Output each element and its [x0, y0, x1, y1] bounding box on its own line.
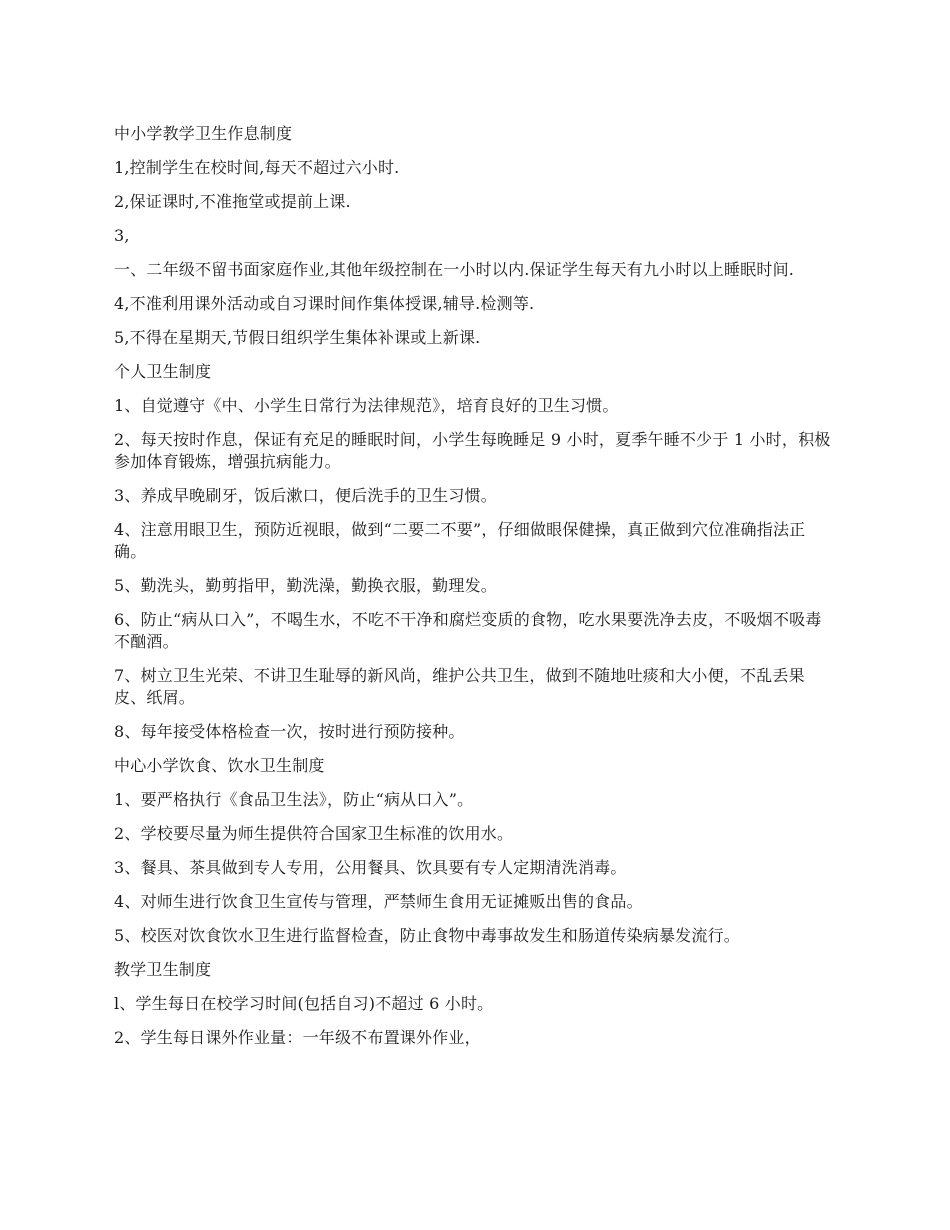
paragraph: 2、每天按时作息，保证有充足的睡眠时间，小学生每晚睡足 9 小时，夏季午睡不少于 1 小时，积极参加体育锻炼，增强抗病能力。: [114, 430, 831, 471]
paragraph: 8、每年接受体格检查一次，按时进行预防接种。: [114, 722, 465, 741]
document-page: [114, 123, 834, 1061]
paragraph: 2、学生每日课外作业量：一年级不布置课外作业，: [114, 1028, 481, 1047]
paragraph: 3、餐具、茶具做到专人专用，公用餐具、饮具要有专人定期清洗消毒。: [114, 858, 627, 877]
paragraph: 2,保证课时,不准拖堂或提前上课.: [114, 192, 351, 211]
section-title-schedule: 中小学教学卫生作息制度: [114, 124, 293, 143]
paragraph: 1、自觉遵守《中、小学生日常行为法律规范》，培育良好的卫生习惯。: [114, 396, 619, 415]
paragraph: 6、防止“病从口入”，不喝生水，不吃不干净和腐烂变质的食物，吃水果要洗净去皮，不吸烟不吸毒不酗酒。: [114, 610, 822, 651]
paragraph: 一、二年级不留书面家庭作业,其他年级控制在一小时以内.保证学生每天有九小时以上睡眠时间.: [114, 260, 795, 279]
paragraph: 3,: [114, 226, 130, 245]
paragraph: 1,控制学生在校时间,每天不超过六小时.: [114, 158, 400, 177]
section-title-food-water: 中心小学饮食、饮水卫生制度: [114, 756, 325, 775]
paragraph: 5、勤洗头，勤剪指甲，勤洗澡，勤换衣服，勤理发。: [114, 576, 497, 595]
paragraph: 2、学校要尽量为师生提供符合国家卫生标准的饮用水。: [114, 824, 514, 843]
paragraph: 4、对师生进行饮食卫生宣传与管理，严禁师生食用无证摊贩出售的食品。: [114, 892, 643, 911]
section-title-personal-hygiene: 个人卫生制度: [114, 362, 212, 381]
paragraph: 7、树立卫生光荣、不讲卫生耻辱的新风尚，维护公共卫生，做到不随地吐痰和大小便，不乱丢果皮、纸屑。: [114, 666, 805, 707]
paragraph: 1、要严格执行《食品卫生法》，防止“病从口入”。: [114, 790, 474, 809]
paragraph: 5、校医对饮食饮水卫生进行监督检查，防止食物中毒事故发生和肠道传染病暴发流行。: [114, 926, 740, 945]
paragraph: 4,不准利用课外活动或自习课时间作集体授课,辅导.检测等.: [114, 294, 535, 313]
paragraph: 5,不得在星期天,节假日组织学生集体补课或上新课.: [114, 328, 481, 347]
paragraph: 3、养成早晚刷牙，饭后漱口，便后洗手的卫生习惯。: [114, 486, 497, 505]
paragraph: l、学生每日在校学习时间(包括自习)不超过 6 小时。: [114, 994, 494, 1013]
paragraph: 4、注意用眼卫生，预防近视眼，做到“二要二不要”，仔细做眼保健操，真正做到穴位准确指法正确。: [114, 520, 806, 561]
section-title-teaching-hygiene: 教学卫生制度: [114, 960, 212, 979]
